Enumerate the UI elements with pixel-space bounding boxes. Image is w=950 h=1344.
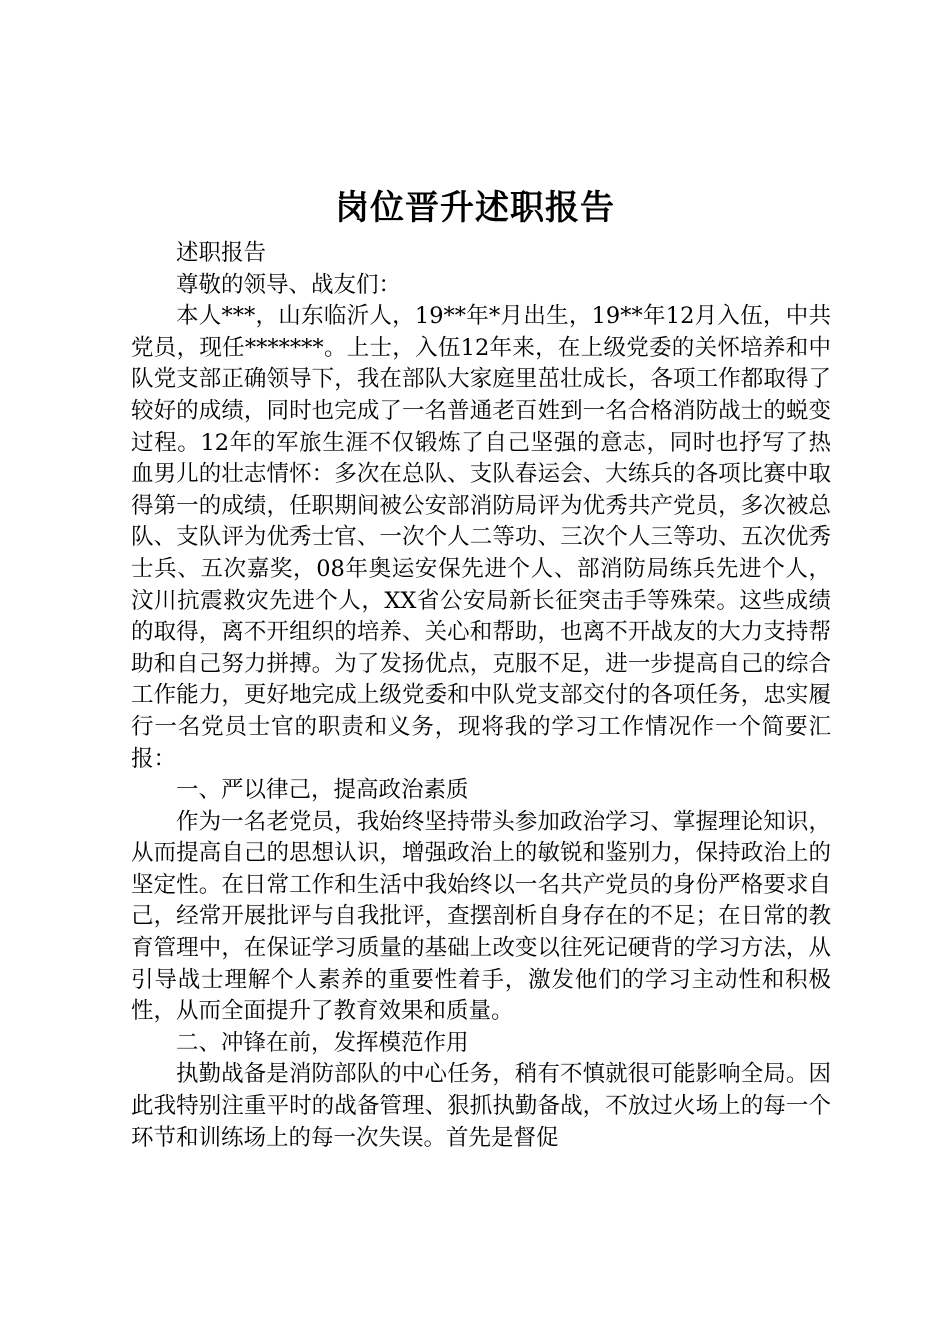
paragraph-salutation: 尊敬的领导、战友们： <box>176 271 402 298</box>
paragraph-introduction: 本人***，山东临沂人，19**年*月出生，19**年12月入伍，中共党员，现任*******。上士，入伍12年来，在上级党委的关怀培养和中队党支部正确领导下，我在部队大家庭里茁壮成长，各项工作都取得了较好的成绩，同时也完成了一名普通老百姓到一名合格消防战士的蜕变过程。12年的军旅生涯不仅锻炼了自己坚强的意志，同时也抒写了热血男儿的壮志情怀：多次在总队、支队春运会、大练兵的各项比赛中取得第一的成绩，任职期间被公安部消防局评为优秀共产党员，多次被总队、支队评为优秀士官、一次个人二等功、三次个人三等功、五次优秀士兵、五次嘉奖，08年奥运安保先进个人、部消防局练兵先进个人，汶川抗震救灾先进个人，XX省公安局新长征突击手等殊荣。这些成绩的取得，离不开组织的培养、关心和帮助，也离不开战友的大力支持帮助和自己努力拼搏。为了发扬优点，克服不足，进一步提高自己的综合工作能力，更好地完成上级党委和中队党支部交付的各项任务，忠实履行一名党员士官的职责和义务，现将我的学习工作情况作一个简要汇报： <box>131 303 831 772</box>
paragraph-section-2: 执勤战备是消防部队的中心任务，稍有不慎就很可能影响全局。因此我特别注重平时的战备管理、狠抓执勤备战，不放过火场上的每一个环节和训练场上的每一次失误。首先是督促 <box>131 1061 831 1151</box>
paragraph-section-1: 作为一名老党员，我始终坚持带头参加政治学习、掌握理论知识，从而提高自己的思想认识，增强政治上的敏锐和鉴别力，保持政治上的坚定性。在日常工作和生活中我始终以一名共产党员的身份严格要求自己，经常开展批评与自我批评，查摆剖析自身存在的不足；在日常的教育管理中，在保证学习质量的基础上改变以往死记硬背的学习方法，从引导战士理解个人素养的重要性着手，激发他们的学习主动性和积极性，从而全面提升了教育效果和质量。 <box>131 808 831 1025</box>
section-heading-1: 一、严以律己，提高政治素质 <box>176 777 469 804</box>
paragraph-heading-label: 述职报告 <box>176 240 267 266</box>
document-body <box>131 238 831 1154</box>
document-title: 岗位晋升述职报告 <box>335 188 615 228</box>
section-heading-2: 二、冲锋在前，发挥模范作用 <box>176 1029 469 1056</box>
